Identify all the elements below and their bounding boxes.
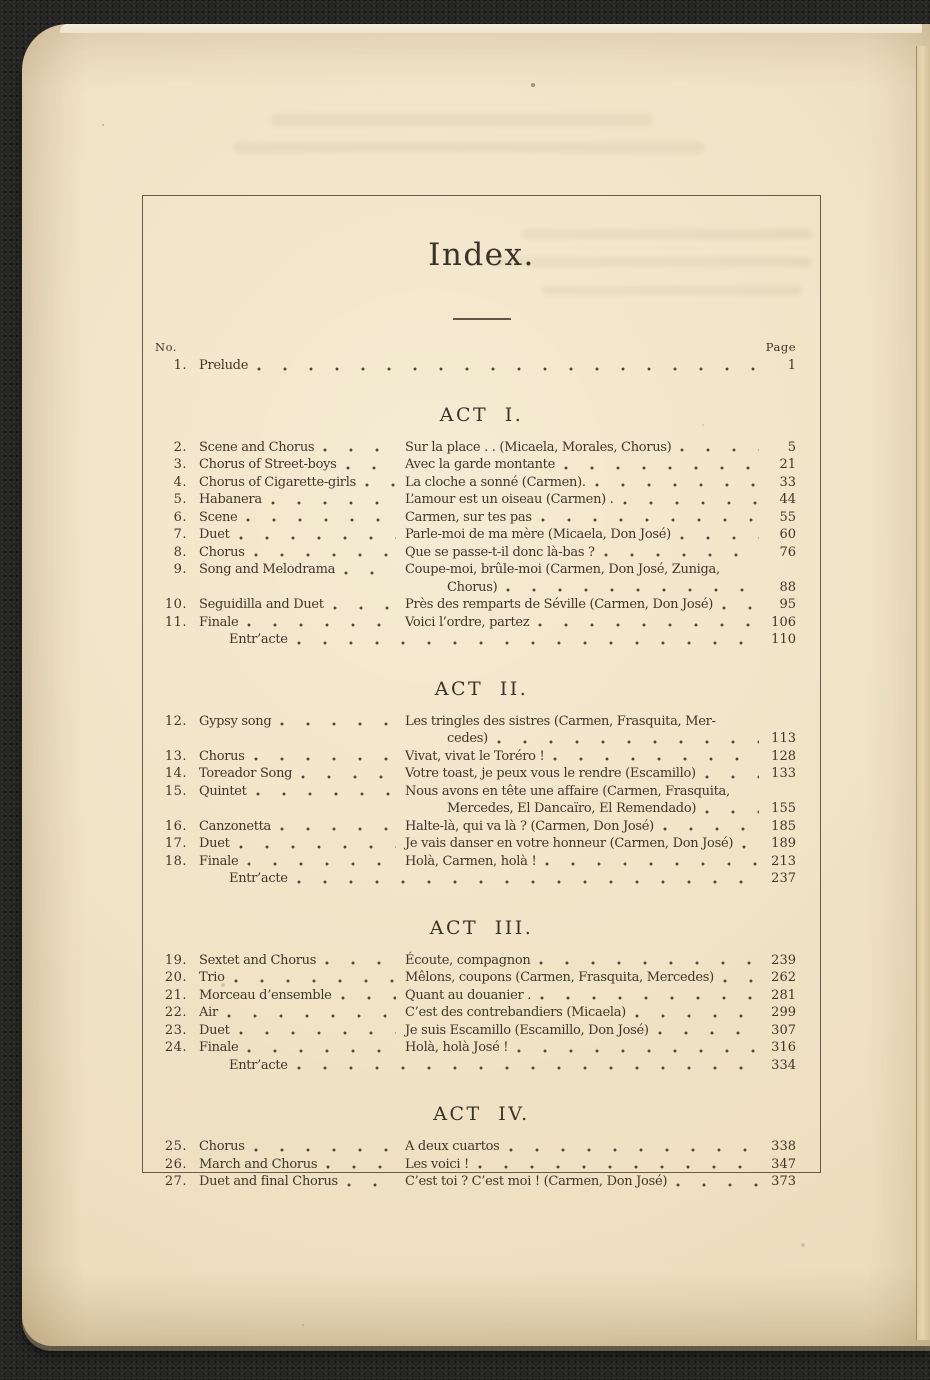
entry-no: 10. xyxy=(164,597,187,612)
entry-no: 1. xyxy=(173,358,187,373)
dot-leader xyxy=(658,1031,759,1035)
index-row xyxy=(143,526,820,544)
entry-text: Halte-là, qui va là ? (Carmen, Don José) xyxy=(405,818,654,834)
entry-body xyxy=(405,526,796,544)
entry-title: Chorus xyxy=(199,1139,245,1154)
dot-leader xyxy=(239,845,396,849)
index-row xyxy=(143,952,820,970)
dot-leader xyxy=(346,466,396,470)
index-row xyxy=(143,596,820,614)
entry-no: 7. xyxy=(173,527,187,542)
index-row xyxy=(143,969,820,987)
index-row xyxy=(143,713,820,731)
front-matter-rows xyxy=(143,357,820,375)
entry-text-continuation: Chorus) xyxy=(447,579,498,595)
acts-container xyxy=(143,403,820,1191)
index-row xyxy=(143,1138,820,1156)
entry-no: 21. xyxy=(164,987,187,1003)
entry-text: Holà, holà José ! xyxy=(405,1040,509,1055)
index-title: Index. xyxy=(428,237,535,273)
entry-body xyxy=(405,800,796,818)
entry-body xyxy=(405,509,796,527)
entry-no: 4. xyxy=(173,474,187,490)
index-row xyxy=(143,509,820,527)
entry-title-cell xyxy=(199,509,405,527)
entry-title: March and Chorus xyxy=(199,1156,318,1172)
entry-title-cell xyxy=(199,544,405,562)
entry-text: Parle-moi de ma mère (Micaela, Don José) xyxy=(405,527,671,542)
entry-title: Duet xyxy=(199,836,230,851)
entry-body xyxy=(405,439,796,457)
entry-no: 16. xyxy=(164,818,187,834)
entry-body xyxy=(405,765,796,783)
dot-leader xyxy=(325,961,396,965)
entry-body xyxy=(405,783,796,801)
entry-title-cell xyxy=(199,1138,405,1156)
entry-text: Près des remparts de Séville (Carmen, Don José) xyxy=(405,597,713,612)
entry-page: 113 xyxy=(771,731,796,746)
entry-page: 338 xyxy=(771,1139,796,1154)
entry-no: 22. xyxy=(164,1005,187,1020)
dot-leader xyxy=(539,961,759,965)
entry-page: 281 xyxy=(771,987,796,1003)
entry-title: Duet and final Chorus xyxy=(199,1174,338,1189)
dot-leader xyxy=(333,606,396,610)
entry-no: 25. xyxy=(164,1139,187,1154)
act-section xyxy=(143,677,820,888)
entry-page: 33 xyxy=(779,474,796,490)
index-row xyxy=(143,614,820,632)
dot-leader xyxy=(595,483,759,487)
dot-leader xyxy=(564,466,759,470)
entry-title-cell xyxy=(199,969,405,987)
entry-no: 11. xyxy=(164,614,187,630)
entry-text: C’est des contrebandiers (Micaela) xyxy=(405,1005,626,1020)
dot-leader xyxy=(247,623,396,627)
entry-title: Seguidilla and Duet xyxy=(199,597,324,612)
entry-title-cell xyxy=(199,456,405,474)
entry-page: 347 xyxy=(771,1156,796,1172)
dot-leader xyxy=(234,979,396,983)
dot-leader xyxy=(478,1165,759,1169)
entry-text: A deux cuartos xyxy=(405,1139,500,1154)
index-row xyxy=(143,439,820,457)
entry-body xyxy=(405,730,796,748)
entry-page: 60 xyxy=(779,527,796,542)
entry-text: C’est toi ? C’est moi ! (Carmen, Don José) xyxy=(405,1174,668,1189)
entry-no: 19. xyxy=(164,952,187,968)
entry-title: Toreador Song xyxy=(199,766,293,781)
entry-text: La cloche a sonné (Carmen). xyxy=(405,474,586,490)
dot-leader xyxy=(676,1183,759,1187)
entry-text: Que se passe-t-il donc là-bas ? xyxy=(405,544,595,560)
entry-title-cell xyxy=(199,614,405,632)
entry-page: 21 xyxy=(779,457,796,472)
entry-page: 44 xyxy=(779,492,796,507)
entry-body xyxy=(405,474,796,492)
entry-title-cell xyxy=(199,1173,405,1191)
book-page xyxy=(22,24,930,1346)
index-row xyxy=(143,1004,820,1022)
index-row xyxy=(143,835,820,853)
entry-page: 307 xyxy=(771,1022,796,1038)
index-row-continuation xyxy=(143,579,820,597)
entry-text-continuation: Mercedes, El Dancaïro, El Remendado) xyxy=(447,801,697,816)
dot-leader xyxy=(680,536,759,540)
entry-text: Je vais danser en votre honneur (Carmen, Don José) xyxy=(405,836,734,851)
dot-leader xyxy=(723,979,759,983)
entry-title-cell xyxy=(199,1022,405,1040)
entry-title: Song and Melodrama xyxy=(199,562,336,577)
entry-page: 237 xyxy=(771,871,796,886)
index-row xyxy=(143,631,820,649)
entry-no: 26. xyxy=(164,1156,187,1172)
entry-body xyxy=(405,1138,796,1156)
entry-title: Prelude xyxy=(199,358,249,373)
entry-body xyxy=(405,1039,796,1057)
paper-specks xyxy=(102,124,104,126)
entry-text: Holà, Carmen, holà ! xyxy=(405,853,537,869)
entry-title-cell xyxy=(199,835,405,853)
entry-body xyxy=(405,969,796,987)
entry-body xyxy=(405,1022,796,1040)
dot-leader xyxy=(347,1183,396,1187)
entry-no: 20. xyxy=(164,970,187,985)
entry-title: Quintet xyxy=(199,783,247,799)
entry-text: Votre toast, je peux vous le rendre (Escamillo) xyxy=(405,766,696,781)
index-row xyxy=(143,561,820,579)
entry-title: Sextet and Chorus xyxy=(199,952,317,968)
entry-text: Je suis Escamillo (Escamillo, Don José) xyxy=(405,1022,649,1038)
entry-title: Gypsy song xyxy=(199,713,272,729)
entry-page: 76 xyxy=(779,544,796,560)
act-section xyxy=(143,1102,820,1191)
entry-body xyxy=(405,748,796,766)
index-row xyxy=(143,818,820,836)
entry-text: Quant au douanier . xyxy=(405,987,532,1003)
act-heading: ACT I. xyxy=(439,403,524,426)
column-headers xyxy=(155,340,796,355)
entry-title: Canzonetta xyxy=(199,818,272,834)
entry-body xyxy=(187,1057,796,1075)
entry-title-cell xyxy=(199,561,405,579)
entry-no: 12. xyxy=(164,713,187,729)
dot-leader xyxy=(553,757,759,761)
dot-leader xyxy=(663,827,759,831)
entry-page: 189 xyxy=(771,836,796,851)
index-border-frame xyxy=(142,195,821,1189)
entry-text: Vivat, vivat le Toréro ! xyxy=(405,748,545,764)
dot-leader xyxy=(246,518,396,522)
dot-leader xyxy=(280,827,396,831)
act-section xyxy=(143,916,820,1075)
act-heading: ACT IV. xyxy=(433,1103,530,1125)
dot-leader xyxy=(742,845,759,849)
entry-title: Finale xyxy=(199,614,239,630)
index-row xyxy=(143,783,820,801)
dot-leader xyxy=(254,553,396,557)
entry-title-cell xyxy=(199,474,405,492)
page-top-edge xyxy=(60,24,922,33)
entry-no: 6. xyxy=(173,509,187,525)
index-row xyxy=(143,1156,820,1174)
page-edge-stack xyxy=(916,46,930,1340)
dot-leader xyxy=(497,740,759,744)
dot-leader xyxy=(256,792,396,796)
act-heading: ACT III. xyxy=(429,916,534,939)
entry-title-cell xyxy=(199,1004,405,1022)
entry-page: 95 xyxy=(779,597,796,612)
entry-no: 5. xyxy=(173,492,187,507)
title-divider-rule xyxy=(453,318,511,320)
entry-title: Scene and Chorus xyxy=(199,439,315,455)
dot-leader xyxy=(239,536,396,540)
act-heading: ACT II. xyxy=(434,677,529,700)
entry-text: Avec la garde montante xyxy=(405,457,555,472)
dot-leader xyxy=(254,757,396,761)
dot-leader xyxy=(540,996,759,1000)
dot-leader xyxy=(297,880,759,884)
index-row xyxy=(143,748,820,766)
entry-page: 133 xyxy=(771,766,796,781)
entry-title-cell xyxy=(199,439,405,457)
entry-page: 88 xyxy=(779,579,796,595)
entry-body xyxy=(405,835,796,853)
entry-title: Trio xyxy=(199,970,225,985)
entry-text: Nous avons en tête une affaire (Carmen, Frasquita, xyxy=(405,783,730,799)
entry-title-cell xyxy=(199,596,405,614)
entry-page: 128 xyxy=(771,748,796,764)
entry-body xyxy=(405,1004,796,1022)
entry-body xyxy=(405,713,796,731)
index-row xyxy=(143,1173,820,1191)
entry-title: Finale xyxy=(199,853,239,869)
dot-leader xyxy=(538,623,759,627)
entry-body xyxy=(405,1173,796,1191)
dot-leader xyxy=(705,775,759,779)
entry-title: Duet xyxy=(199,527,230,542)
act-section xyxy=(143,403,820,649)
entry-no: 15. xyxy=(164,783,187,799)
dot-leader xyxy=(680,448,759,452)
entry-no: 17. xyxy=(164,836,187,851)
index-row xyxy=(143,870,820,888)
dot-leader xyxy=(280,722,396,726)
entry-title-cell xyxy=(199,1039,405,1057)
column-header-no: No. xyxy=(155,340,177,354)
dot-leader xyxy=(344,571,396,575)
entry-body xyxy=(187,870,796,888)
dot-leader xyxy=(247,1049,396,1053)
dot-leader xyxy=(506,588,759,592)
entry-title-cell xyxy=(199,765,405,783)
entry-page: 55 xyxy=(779,509,796,525)
entry-page: 316 xyxy=(771,1040,796,1055)
dot-leader xyxy=(297,641,759,645)
column-header-page: Page xyxy=(765,340,796,354)
entry-body xyxy=(405,818,796,836)
entry-no: 18. xyxy=(164,853,187,869)
entry-body xyxy=(405,987,796,1005)
entry-text: Les tringles des sistres (Carmen, Frasquita, Mer- xyxy=(405,713,716,729)
entry-text: Carmen, sur tes pas xyxy=(405,509,532,525)
entry-text: Voici l’ordre, partez xyxy=(405,614,530,630)
entry-title-cell xyxy=(199,853,405,871)
dot-leader xyxy=(623,501,759,505)
dot-leader xyxy=(254,1148,396,1152)
entry-no: 2. xyxy=(173,439,187,455)
entry-no: 23. xyxy=(164,1022,187,1038)
entry-body xyxy=(405,596,796,614)
entry-page: 213 xyxy=(771,853,796,869)
entry-title-cell xyxy=(199,783,405,801)
entry-body xyxy=(405,544,796,562)
entry-body xyxy=(405,614,796,632)
page-bleed-through xyxy=(234,142,704,153)
dot-leader xyxy=(323,448,396,452)
dot-leader xyxy=(227,1014,396,1018)
dot-leader xyxy=(604,553,759,557)
entry-body xyxy=(187,631,796,649)
dot-leader xyxy=(326,1165,396,1169)
entry-text: Mêlons, coupons (Carmen, Frasquita, Mercedes) xyxy=(405,970,714,985)
entry-title-cell xyxy=(199,526,405,544)
index-row-continuation xyxy=(143,730,820,748)
entry-body xyxy=(187,357,796,375)
entry-text: Écoute, compagnon xyxy=(405,952,531,968)
entry-text: L’amour est un oiseau (Carmen) . xyxy=(405,492,614,507)
entry-no: 24. xyxy=(164,1040,187,1055)
entry-text: Sur la place . . (Micaela, Morales, Chorus) xyxy=(405,439,672,455)
entry-body xyxy=(405,853,796,871)
dot-leader xyxy=(247,862,396,866)
dot-leader xyxy=(297,1066,759,1070)
entry-title: Morceau d’ensemble xyxy=(199,987,332,1003)
entry-page: 373 xyxy=(771,1174,796,1189)
entry-title: Chorus xyxy=(199,748,245,764)
entry-no: 14. xyxy=(164,766,187,781)
entry-no: 8. xyxy=(173,544,187,560)
dot-leader xyxy=(257,367,759,371)
entry-title: Chorus of Cigarette-girls xyxy=(199,474,356,490)
dot-leader xyxy=(271,501,396,505)
entry-no: 9. xyxy=(173,562,187,577)
index-row xyxy=(143,987,820,1005)
entry-page: 155 xyxy=(771,801,796,816)
entracte-label: Entr’acte xyxy=(229,871,288,886)
entracte-label: Entr’acte xyxy=(229,632,288,647)
entry-title: Scene xyxy=(199,509,238,525)
dot-leader xyxy=(239,1031,396,1035)
dot-leader xyxy=(635,1014,759,1018)
entry-title: Duet xyxy=(199,1022,230,1038)
entry-page: 106 xyxy=(771,614,796,630)
index-row xyxy=(143,853,820,871)
entry-no: 13. xyxy=(164,748,187,764)
page-bleed-through xyxy=(272,114,652,126)
dot-leader xyxy=(341,996,396,1000)
index-row xyxy=(143,765,820,783)
dot-leader xyxy=(705,810,759,814)
entry-text: Les voici ! xyxy=(405,1156,469,1172)
entracte-label: Entr’acte xyxy=(229,1057,288,1073)
index-row xyxy=(143,1039,820,1057)
entry-title: Chorus xyxy=(199,544,245,560)
entry-title: Chorus of Street-boys xyxy=(199,457,337,472)
entry-page: 334 xyxy=(771,1057,796,1073)
index-row xyxy=(143,544,820,562)
dot-leader xyxy=(365,483,396,487)
dot-leader xyxy=(517,1049,759,1053)
entry-title-cell xyxy=(199,713,405,731)
index-row xyxy=(143,357,820,375)
entry-body xyxy=(405,456,796,474)
entry-body xyxy=(405,952,796,970)
entry-page: 299 xyxy=(771,1005,796,1020)
entry-no: 3. xyxy=(173,457,187,472)
index-row xyxy=(143,1057,820,1075)
entry-title-cell xyxy=(199,1156,405,1174)
entry-page: 1 xyxy=(787,358,796,373)
entry-title-cell xyxy=(199,748,405,766)
dot-leader xyxy=(509,1148,759,1152)
entry-text-continuation: cedes) xyxy=(447,731,488,746)
entry-title-cell xyxy=(199,987,405,1005)
index-row xyxy=(143,1022,820,1040)
entry-body xyxy=(405,579,796,597)
entry-body xyxy=(405,561,796,579)
entry-page: 239 xyxy=(771,952,796,968)
dot-leader xyxy=(541,518,759,522)
dot-leader xyxy=(722,606,759,610)
entry-body xyxy=(405,491,796,509)
entry-page: 185 xyxy=(771,818,796,834)
entry-page: 110 xyxy=(771,632,796,647)
entry-no: 27. xyxy=(164,1174,187,1189)
index-row xyxy=(143,491,820,509)
entry-page: 262 xyxy=(771,970,796,985)
index-row xyxy=(143,456,820,474)
entry-page: 5 xyxy=(787,439,796,455)
entry-title-cell xyxy=(199,818,405,836)
entry-title-cell xyxy=(199,952,405,970)
entry-title-cell xyxy=(199,491,405,509)
dot-leader xyxy=(301,775,396,779)
index-row xyxy=(143,474,820,492)
dot-leader xyxy=(545,862,759,866)
entry-title: Air xyxy=(199,1005,218,1020)
entry-body xyxy=(405,1156,796,1174)
entry-title: Finale xyxy=(199,1040,239,1055)
entry-title: Habanera xyxy=(199,492,262,507)
entry-text: Coupe-moi, brûle-moi (Carmen, Don José, Zuniga, xyxy=(405,562,720,577)
index-row-continuation xyxy=(143,800,820,818)
